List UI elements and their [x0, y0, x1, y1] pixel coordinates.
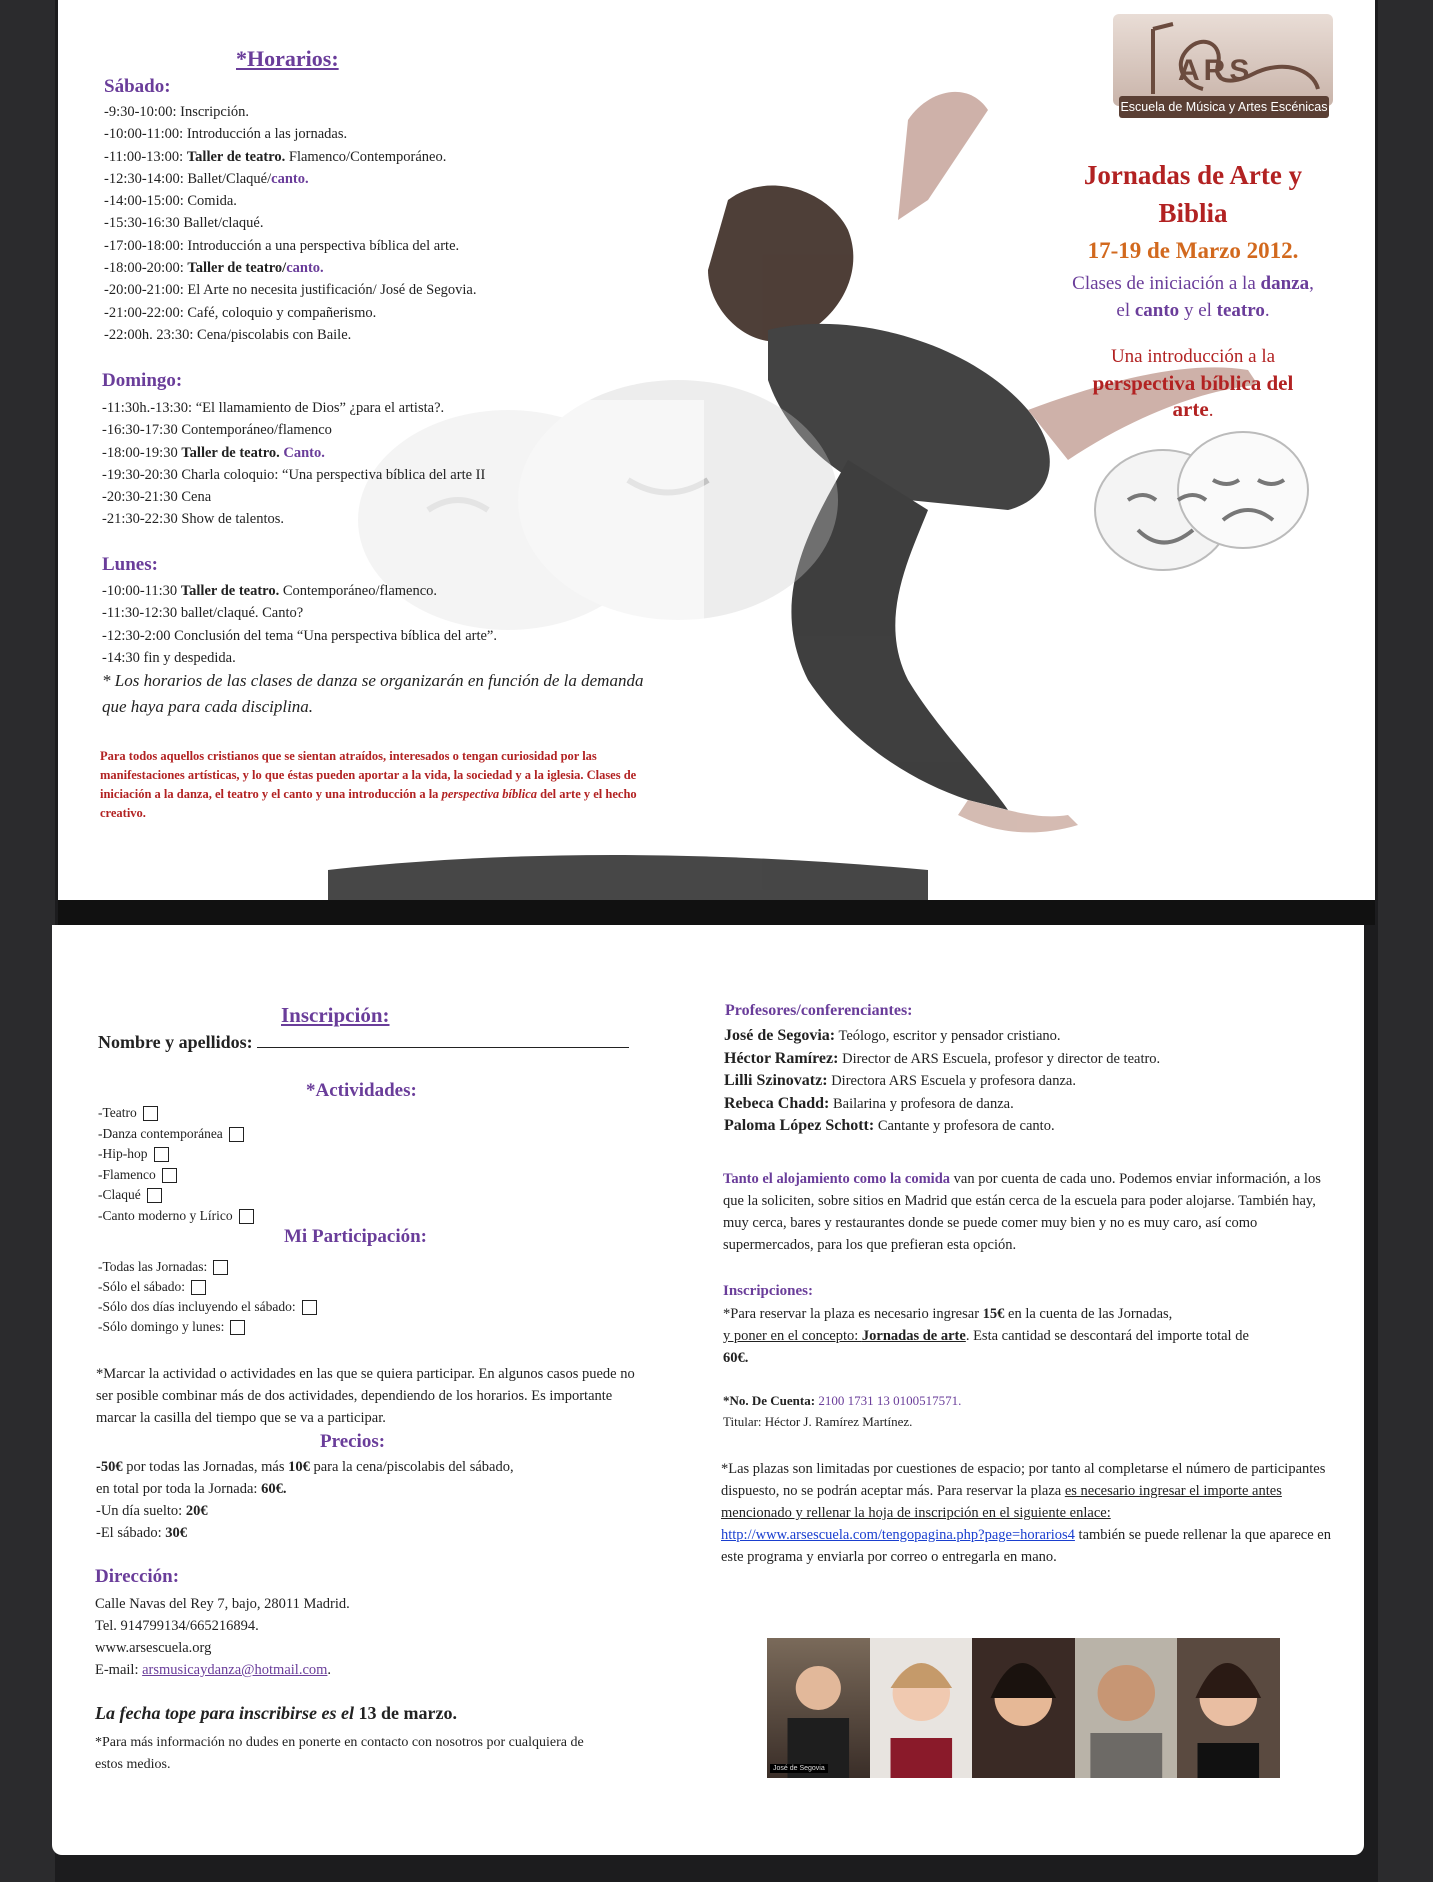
schedule-extra: canto.: [286, 260, 324, 277]
domingo-schedule: [102, 397, 485, 531]
email-label: E-mail:: [95, 1662, 143, 1678]
person-icon-3: [972, 1638, 1075, 1778]
schedule-extra: Canto.: [283, 444, 325, 461]
checkbox-row: [98, 1144, 254, 1165]
insc-text-1: *Para reservar la plaza es necesario ingresar: [723, 1306, 983, 1322]
background-window-left: [0, 0, 55, 1882]
schedule-time: -22:00h. 23:30:: [104, 326, 194, 343]
sabado-schedule-item: [104, 212, 477, 234]
teacher-name: Rebeca Chadd:: [724, 1094, 830, 1112]
schedule-extra: canto.: [271, 170, 309, 187]
schedule-time: -20:30-21:30: [102, 489, 178, 506]
checkbox-row: [98, 1297, 317, 1317]
domingo-schedule-item: [102, 442, 485, 464]
price-day-amount: 20€: [185, 1503, 208, 1519]
schedule-text: El Arte no necesita justificación/ José de Segovia.: [183, 282, 477, 299]
participacion-title: Mi Participación:: [284, 1226, 427, 1247]
lunes-schedule: [102, 580, 497, 669]
schedule-time: -18:00-19:30: [102, 444, 178, 461]
teacher-item: [724, 1115, 1160, 1138]
contact-note: *Para más información no dudes en ponerte en contacto con nosotros por cualquiera de estos medios.: [95, 1735, 584, 1772]
schedule-text: “El llamamiento de Dios” ¿para el artista?.: [192, 400, 445, 416]
page-divider: [58, 900, 1375, 925]
price-line-4: [96, 1522, 514, 1544]
checkbox-label: -Sólo el sábado:: [98, 1279, 185, 1294]
schedule-text: Conclusión del tema “Una perspectiva bíblica del arte”.: [170, 627, 497, 644]
checkbox-row: [98, 1206, 254, 1227]
checkbox-row: [98, 1277, 317, 1297]
schedule-strong: Taller de teatro.: [181, 444, 280, 461]
schedule-time: -12:30-14:00:: [104, 170, 184, 187]
schedule-text: Introducción a las jornadas.: [183, 126, 348, 143]
participation-list: [98, 1257, 317, 1337]
lodging-text: van por cuenta de cada uno. Podemos enviar información, a los que la soliciten, sobre sitios en Madrid que están cerca de la escuela para poder alojarse. También hay, muy cerca, bares y restaurantes donde se puede comer muy bien y no es muy caro, así como supermercados, para los que prefieran esta opción.: [723, 1171, 1321, 1253]
schedule-time: -16:30-17:30: [102, 422, 178, 439]
email-link[interactable]: arsmusicaydanza@hotmail.com: [142, 1662, 328, 1678]
lunes-schedule-item: [102, 647, 497, 669]
classes-text-1: Clases de iniciación a la: [1072, 273, 1261, 294]
schedule-strong: Taller de teatro/: [187, 260, 287, 277]
lunes-label: Lunes:: [102, 554, 158, 575]
lunes-schedule-item: [102, 625, 497, 647]
person-icon-4: [1075, 1638, 1178, 1778]
domingo-schedule-item: [102, 397, 485, 419]
plazas-link-text: es necesario ingresar el importe antes mencionado y rellenar la hoja de inscripción en el siguiente enlace:: [721, 1483, 1282, 1521]
checkbox-label: -Sólo domingo y lunes:: [98, 1319, 225, 1334]
teacher-name: Héctor Ramírez:: [724, 1049, 839, 1067]
insc-total: 60€.: [723, 1350, 749, 1366]
schedule-time: -11:00-13:00:: [104, 148, 184, 165]
teacher-desc: Cantante y profesora de canto.: [874, 1118, 1055, 1134]
price-day-text: -Un día suelto:: [96, 1503, 186, 1519]
logo-mark: [1113, 14, 1333, 106]
checkbox-label: -Hip-hop: [98, 1146, 148, 1161]
inscripciones-title: Inscripciones:: [723, 1283, 813, 1299]
checkbox-row: [98, 1317, 317, 1337]
schedule-time: -21:30-22:30: [102, 511, 178, 528]
deadline: [95, 1703, 457, 1724]
schedule-text: Ballet/claqué.: [179, 215, 264, 232]
schedule-time: -12:30-2:00: [102, 627, 171, 644]
event-info: [1028, 156, 1358, 424]
lunes-schedule-item: [102, 580, 497, 602]
photo-caption: José de Segovia: [770, 1764, 828, 1773]
promo-text-1: Para todos aquellos cristianos que se sientan atraídos, interesados o tengan curiosidad por las manifestaciones artísticas, y lo que éstas pueden aportar a la vida, la sociedad y a la iglesia. Clases de iniciación a la danza, el teatro y el canto y una introducción a la: [100, 749, 637, 801]
inscripcion-title: Inscripción:: [281, 1003, 390, 1027]
schedule-text: Introducción a una perspectiva bíblica del arte.: [183, 237, 460, 254]
sabado-schedule-item: [104, 302, 477, 324]
schedule-time: -17:00-18:00:: [104, 237, 184, 254]
sabado-schedule-item: [104, 279, 477, 301]
checkbox[interactable]: [162, 1168, 177, 1183]
classes-text-2: ,: [1309, 273, 1314, 294]
profesores-title: Profesores/conferenciantes:: [725, 1002, 913, 1019]
classes-text-3: el: [1116, 300, 1135, 321]
plazas-text-2: también se puede rellenar la que aparece en este programa y enviarla por correo o entregarla en mano.: [721, 1527, 1331, 1565]
checkbox-row: [98, 1165, 254, 1186]
teacher-desc: Teólogo, escritor y pensador cristiano.: [835, 1028, 1061, 1044]
classes-teatro: teatro: [1216, 300, 1265, 321]
teacher-desc: Directora ARS Escuela y profesora danza.: [827, 1073, 1076, 1089]
domingo-label: Domingo:: [102, 370, 183, 391]
checkbox[interactable]: [213, 1260, 228, 1275]
domingo-schedule-item: [102, 508, 485, 530]
event-classes: [1028, 270, 1358, 324]
teachers-photos: [767, 1638, 1280, 1778]
checkbox-row: [98, 1124, 254, 1145]
domingo-schedule-item: [102, 486, 485, 508]
sabado-schedule-item: [104, 324, 477, 346]
account-label: *No. De Cuenta:: [723, 1393, 816, 1408]
price-line-1: [96, 1456, 514, 1478]
schedule-text: Comida.: [183, 193, 237, 210]
price-dinner-text: para la cena/piscolabis del sábado,: [309, 1459, 514, 1475]
schedule-text: Ballet/Claqué/: [183, 170, 272, 187]
intro-line-1: Una introducción a la: [1110, 346, 1276, 367]
schedule-time: -20:00-21:00:: [104, 282, 184, 299]
price-total-text: en total por toda la Jornada:: [96, 1481, 262, 1497]
titular: Titular: Héctor J. Ramírez Martínez.: [723, 1414, 913, 1429]
photo-hector: [1075, 1638, 1178, 1778]
schedule-text: Charla coloquio: “Una perspectiva bíblica del arte II: [177, 466, 486, 483]
intro-line-3: arte: [1172, 397, 1209, 421]
telephone: Tel. 914799134/665216894.: [95, 1618, 259, 1634]
inscripciones-text: [723, 1303, 1263, 1369]
teacher-item: [724, 1070, 1160, 1093]
sabado-schedule: [104, 101, 477, 346]
domingo-schedule-item: [102, 419, 485, 441]
lunes-schedule-item: [102, 602, 497, 624]
classes-danza: danza: [1260, 273, 1310, 294]
checkbox[interactable]: [147, 1188, 162, 1203]
insc-amount: 15€: [982, 1306, 1005, 1322]
price-dinner-amount: 10€: [288, 1459, 310, 1475]
photo-rebeca: [972, 1638, 1075, 1778]
price-line-3: [96, 1500, 514, 1522]
price-saturday-amount: 30€: [165, 1525, 188, 1541]
checkbox-row: [98, 1103, 254, 1124]
sabado-label: Sábado:: [104, 76, 171, 97]
schedule-time: -11:30h.-13:30:: [102, 400, 193, 416]
sabado-schedule-item: [104, 235, 477, 257]
checkbox[interactable]: [154, 1147, 169, 1162]
teacher-desc: Bailarina y profesora de danza.: [829, 1095, 1014, 1112]
schedule-time: -18:00-20:00:: [104, 260, 184, 277]
event-dates: 17-19 de Marzo 2012.: [1087, 238, 1299, 263]
schedule-text: Café, coloquio y compañerismo.: [183, 304, 377, 321]
schedule-time: -15:30-16:30: [104, 215, 180, 232]
sabado-schedule-item: [104, 168, 477, 190]
activities-list: [98, 1103, 254, 1226]
teacher-name: Lilli Szinovatz:: [724, 1072, 828, 1089]
schedule-strong: Taller de teatro.: [180, 583, 280, 599]
checkbox-label: -Flamenco: [98, 1166, 156, 1182]
dance-note: * Los horarios de las clases de danza se organizarán en función de la demanda que haya para cada disciplina.: [102, 671, 644, 716]
person-icon-2: [870, 1638, 973, 1778]
checkbox[interactable]: [230, 1320, 245, 1335]
price-all-amount: -50€: [96, 1459, 123, 1475]
ars-logo: [1113, 14, 1333, 124]
price-total-amount: 60€.: [261, 1481, 287, 1497]
checkbox-label: -Todas las Jornadas:: [98, 1259, 208, 1274]
schedule-text: Cena/piscolabis con Baile.: [193, 326, 352, 343]
name-label: Nombre y apellidos:: [98, 1032, 253, 1052]
insc-text-2: en la cuenta de las Jornadas,: [1004, 1306, 1173, 1322]
plazas-text-1: *Las plazas son limitadas por cuestiones de espacio; por tanto al completarse el número de participantes dispuesto, no se podrán aceptar más. Para reservar la plaza: [721, 1461, 1326, 1499]
classes-text-4: y el: [1179, 300, 1217, 321]
checkbox-label: -Danza contemporánea: [98, 1125, 223, 1141]
person-icon-5: [1177, 1638, 1280, 1778]
event-title: Jornadas de Arte y Biblia: [1083, 160, 1303, 228]
lodging-lead: Tanto el alojamiento como la comida: [723, 1171, 951, 1187]
schedule-time: -21:00-22:00:: [104, 304, 184, 321]
classes-canto: canto: [1134, 300, 1180, 321]
direccion-title: Dirección:: [95, 1566, 180, 1587]
precios-title: Precios:: [320, 1431, 386, 1452]
checkbox-row: [98, 1257, 317, 1277]
sabado-schedule-item: [104, 123, 477, 145]
sabado-schedule-item: [104, 190, 477, 212]
teacher-item: [724, 1048, 1160, 1071]
schedule-text: Contemporáneo/flamenco: [177, 422, 332, 439]
intro-line-2: perspectiva bíblica del: [1092, 371, 1294, 395]
logo-text: ARS: [1178, 54, 1254, 87]
checkbox-label: -Canto moderno y Lírico: [98, 1207, 233, 1223]
price-all-text: por todas las Jornadas, más: [122, 1459, 289, 1475]
sabado-schedule-item: [104, 146, 477, 168]
schedule-time: -19:30-20:30: [102, 466, 178, 483]
photo-paloma: [1177, 1638, 1280, 1778]
name-row: [98, 1031, 629, 1053]
price-saturday-text: -El sábado:: [96, 1525, 166, 1541]
schedule-text: Inscripción.: [176, 104, 249, 120]
insc-text-4: . Esta cantidad se descontará del importe total de: [965, 1328, 1249, 1344]
price-line-2: [96, 1478, 514, 1500]
address: Calle Navas del Rey 7, bajo, 28011 Madrid.: [95, 1596, 350, 1612]
intro-line-4: .: [1208, 400, 1214, 421]
checkbox-label: -Claqué: [98, 1187, 141, 1202]
schedule-time: -14:30: [102, 649, 140, 666]
photo-lilli: [870, 1638, 973, 1778]
theatre-masks-icon: [1083, 420, 1323, 580]
teacher-item: [724, 1093, 1160, 1116]
photo-jose: [767, 1638, 870, 1778]
contact-block: [95, 1593, 350, 1681]
lodging-note: [723, 1168, 1343, 1256]
insc-text-3: y poner en el concepto:: [723, 1328, 862, 1344]
horarios-title: *Horarios:: [236, 46, 339, 71]
schedule-time: -14:00-15:00:: [104, 193, 184, 210]
website: www.arsescuela.org: [95, 1640, 212, 1656]
teacher-name: José de Segovia:: [724, 1027, 836, 1044]
checkbox[interactable]: [143, 1106, 158, 1121]
promo-text-2: del arte y el hecho creativo.: [100, 787, 637, 820]
teacher-desc: Director de ARS Escuela, profesor y director de teatro.: [838, 1050, 1161, 1067]
schedule-time: -10:00-11:00:: [104, 126, 184, 143]
teacher-item: [724, 1025, 1160, 1048]
checkbox[interactable]: [191, 1280, 206, 1295]
deadline-date: 13 de marzo.: [358, 1703, 457, 1723]
schedule-text: fin y despedida.: [139, 649, 236, 666]
name-input[interactable]: [257, 1031, 629, 1048]
domingo-schedule-item: [102, 464, 485, 486]
prices: [96, 1456, 514, 1544]
schedule-text: Cena: [177, 489, 212, 506]
person-icon-1: [767, 1638, 870, 1778]
checkbox[interactable]: [229, 1127, 244, 1142]
classes-text-5: .: [1264, 300, 1270, 321]
schedule-time: -11:30-12:30: [102, 605, 178, 622]
registration-page: [52, 925, 1364, 1855]
schedule-time: -10:00-11:30: [102, 583, 178, 599]
actividades-title: *Actividades:: [306, 1080, 417, 1101]
sabado-schedule-item: [104, 101, 477, 123]
plazas-url-link[interactable]: http://www.arsescuela.com/tengopagina.php?page=horarios4: [721, 1527, 1075, 1543]
teachers-list: [724, 1025, 1160, 1138]
insc-concept: Jornadas de arte: [861, 1328, 966, 1344]
email-dot: .: [327, 1662, 332, 1678]
teacher-name: Paloma López Schott:: [724, 1117, 875, 1134]
flyer-page: [58, 0, 1375, 900]
background-window-right: [1378, 0, 1433, 1882]
sabado-schedule-item: [104, 257, 477, 279]
checkbox-row: [98, 1185, 254, 1206]
account-row: [723, 1393, 961, 1409]
account-number: 2100 1731 13 0100517571.: [818, 1393, 962, 1408]
promo-italic: perspectiva bíblica: [441, 787, 538, 801]
schedule-text: Show de talentos.: [177, 511, 285, 528]
email-row: [95, 1659, 350, 1681]
promo-text: [100, 747, 640, 823]
logo-caption: Escuela de Música y Artes Escénicas: [1119, 96, 1329, 118]
checkbox-label: -Sólo dos días incluyendo el sábado:: [98, 1299, 296, 1314]
checkbox[interactable]: [302, 1300, 317, 1315]
checkbox-label: -Teatro: [98, 1105, 137, 1120]
schedule-strong: Taller de teatro.: [186, 148, 286, 165]
deadline-text: La fecha tope para inscribirse es el: [95, 1703, 359, 1723]
schedule-text: Flamenco/Contemporáneo.: [285, 148, 447, 165]
plazas-note: [721, 1458, 1341, 1568]
schedule-text: ballet/claqué. Canto?: [177, 605, 304, 622]
event-intro: [1028, 344, 1358, 424]
checkbox[interactable]: [239, 1209, 254, 1224]
schedule-time: -9:30-10:00:: [104, 104, 177, 120]
schedule-text: Contemporáneo/flamenco.: [279, 583, 438, 599]
mark-note: *Marcar la actividad o actividades en las que se quiera participar. En algunos casos puede no ser posible combinar más de dos actividades, dependiendo de los horarios. Es importante marcar la casilla del tiempo que se va a participar.: [96, 1366, 635, 1426]
